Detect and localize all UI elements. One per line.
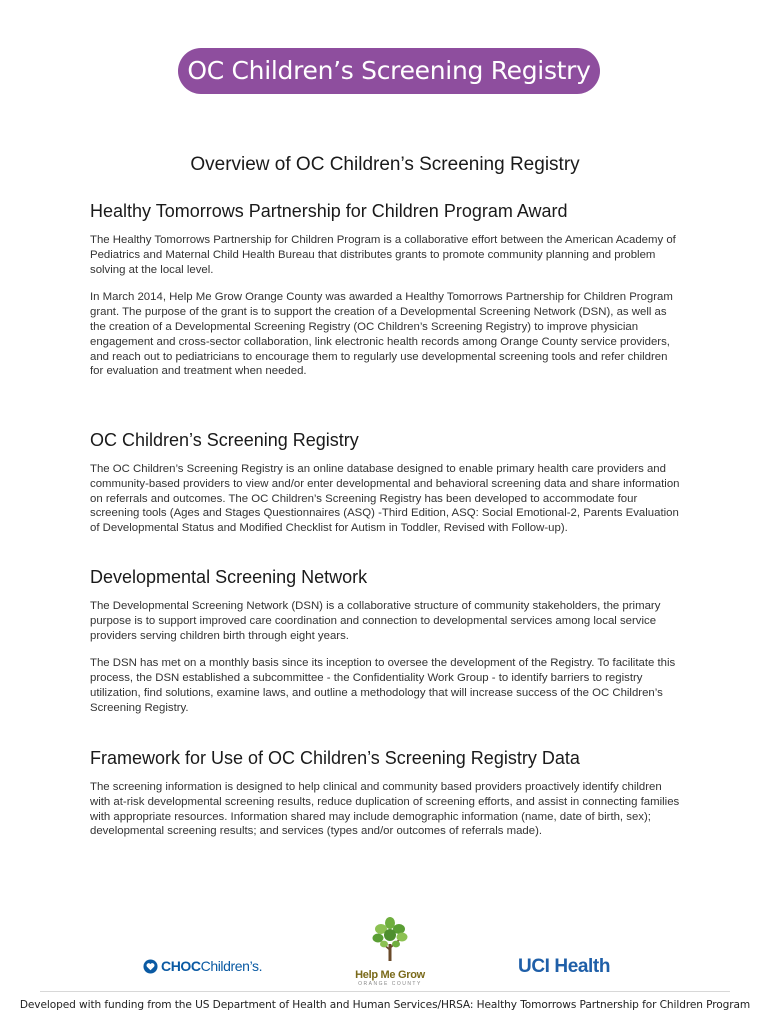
help-me-grow-subtitle: ORANGE COUNTY (358, 981, 422, 987)
section-award (90, 201, 682, 392)
section-registry (90, 430, 682, 549)
section-heading: Developmental Screening Network (90, 567, 368, 587)
choc-logo (143, 958, 262, 974)
registry-banner: OC Children’s Screening Registry (178, 48, 600, 94)
section-paragraph: The DSN has met on a monthly basis since its inception to oversee the development of the Registry. To facilitate this process, the DSN established a subcommittee - the Confidentiality Work Group - to identify barriers to registry utilization, find solutions, examine laws, and outline a methodology that will increase success of the OC Children’s Screening Registry. (90, 657, 676, 714)
section-framework (90, 748, 682, 852)
section-paragraph: The screening information is designed to help clinical and community based providers proactively identify children with at-risk developmental screening results, reduce duplication of screening efforts, and assist in connecting families with appropriate resources. Information shared may include demographic information (name, date of birth, sex); developmental screening results; and services (types and/or outcomes of referrals made). (90, 781, 680, 838)
section-heading: Healthy Tomorrows Partnership for Children Program Award (90, 201, 568, 221)
choc-logo-light: Children’s. (200, 958, 263, 974)
section-heading: Framework for Use of OC Children’s Screening Registry Data (90, 748, 580, 768)
choc-logo-bold: CHOC (161, 958, 201, 974)
footer-divider (40, 991, 730, 992)
funding-footer: Developed with funding from the US Department of Health and Human Services/HRSA: Healthy Tomorrows Partnership for Children Program (19, 999, 751, 1011)
uci-health-logo: UCI Health (518, 956, 611, 977)
help-me-grow-name: Help Me Grow (355, 969, 425, 981)
choc-heart-icon (143, 959, 158, 974)
section-network (90, 567, 682, 729)
tree-icon (368, 914, 412, 962)
section-heading: OC Children’s Screening Registry (90, 430, 359, 450)
partner-logos (0, 908, 770, 988)
section-paragraph: In March 2014, Help Me Grow Orange County was awarded a Healthy Tomorrows Partnership for Children Program grant. The purpose of the grant is to support the creation of a Developmental Screening Network (DSN), as well as the creation of a Developmental Screening Registry (OC Children’s Screening Registry) to improve physician engagement and cross-sector collaboration, link electronic health records among Orange County service providers, and reach out to pediatricians to encourage them to regularly use developmental screening tools and refer children for evaluation and treatment when needed. (90, 291, 673, 378)
section-paragraph: The Developmental Screening Network (DSN) is a collaborative structure of community stakeholders, the primary purpose is to support improved care coordination and connection to developmental services among local service providers serving children birth through eight years. (90, 600, 661, 642)
section-paragraph: The Healthy Tomorrows Partnership for Children Program is a collaborative effort between the American Academy of Pediatrics and Maternal Child Health Bureau that distributes grants to promote community planning and problem solving at the local level. (90, 234, 676, 276)
document-title: Overview of OC Children’s Screening Registry (190, 154, 580, 175)
section-paragraph: The OC Children’s Screening Registry is an online database designed to enable primary health care providers and community-based providers to view and/or enter developmental and behavioral screening data and share information on referrals and outcomes. The OC Children’s Screening Registry has been developed to accommodate four screening tools (Ages and Stages Questionnaires (ASQ) -Third Edition, ASQ: Social Emotional-2, Parents Evaluation of Developmental Status and Modified Checklist for Autism in Toddler, Revised with Follow-up). (90, 463, 680, 535)
help-me-grow-logo (348, 914, 432, 987)
